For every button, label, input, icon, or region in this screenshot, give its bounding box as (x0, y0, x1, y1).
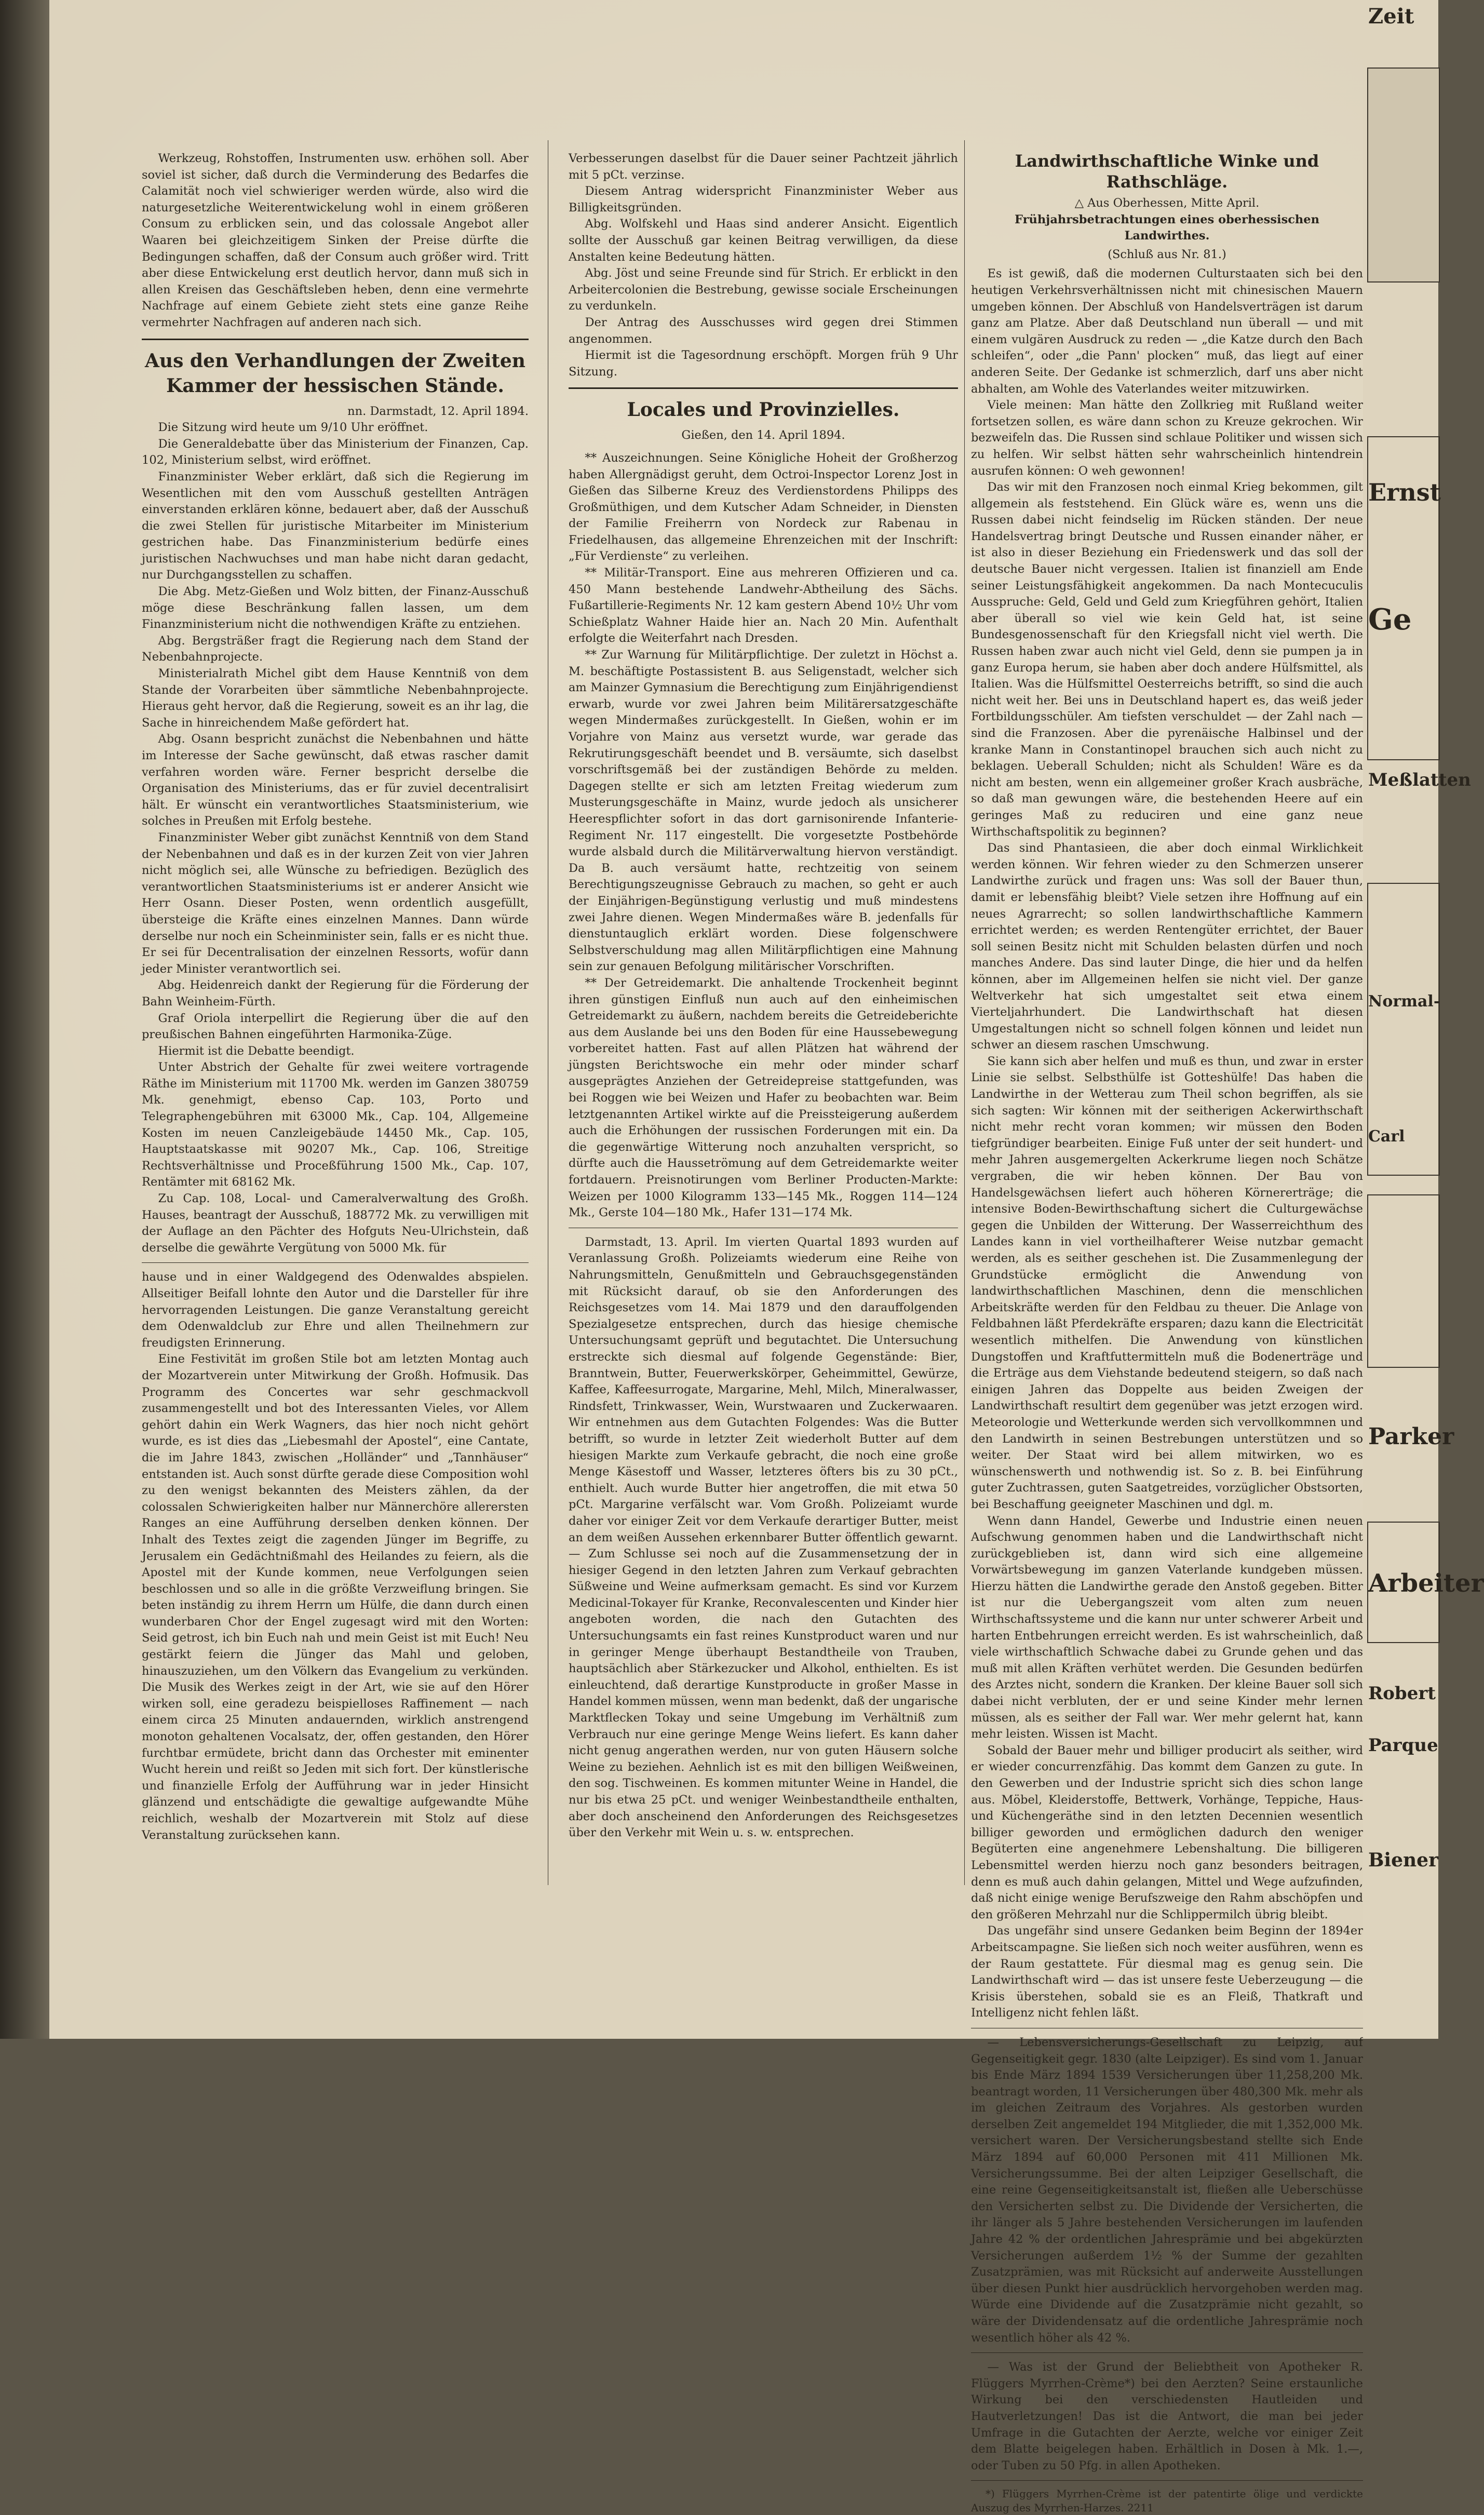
intro-paragraph: Werkzeug, Rohstoffen, Instrumenten usw. erhöhen soll. Aber soviel ist sicher, daß durch die Verminderung des Bedarfes die Calamität noch viel schwieriger werden würde, also wird die naturgesetzliche Weiterentwickelung wohl in einem größeren Consum zu erblicken sein, und das colossale Angebot aller Waaren bei gleichzeitigem Sinken der Preise dürfte die Bedingungen schaffen, daß der Consum auch größer wird. Tritt aber diese Entwickelung erst deutlich hervor, dann muß sich in allen Kreisen das Geschäftsleben heben, denn eine vermehrte Nachfrage auf einem Gebiete zieht stets eine ganze Reihe vermehrter Nachfragen auf anderen nach sich. (142, 152, 529, 329)
landtag-para: Unter Abstrich der Gehalte für zwei weitere vortragende Räthe im Ministerium mit 11700 Mk. werden im Ganzen 380759 Mk. genehmigt, ebenso Cap. 103, Porto und Telegraphengebühren mit 63000 Mk., Cap. 104, Allgemeine Kosten im neuen Canzleigebäude 14450 Mk., Cap. 105, Hauptstaatskasse mit 90207 Mk., Cap. 106, Streitige Rechtsverhältnisse und Proceßführung 1500 Mk., Cap. 107, Rentämter mit 68162 Mk. (142, 1060, 529, 1189)
landwirthschaft-heading: Landwirthschaftliche Winke und Rathschläge. (1015, 151, 1319, 192)
landtag-para: Finanzminister Weber gibt zunächst Kenntniß von dem Stand der Nebenbahnen und daß es in der kurzen Zeit von vier Jahren nicht möglich sei, alle Wünsche zu befriedigen. Bezüglich des verantwortlichen Staatsministeriums ist er anderer Ansicht wie Herr Osann. Dieser Posten, wenn ordentlich ausgefüllt, übersteige die Kräfte eines einzelnen Mannes. Dann würde derselbe nur noch ein Scheinminister sein, falls er es nicht thue. Er sei für Decentralisation der einzelnen Ressorts, wofür dann jeder Minister verantwortlich sei. (142, 830, 529, 976)
landtag-continued: Abg. Jöst und seine Freunde sind für Strich. Er erblickt in den Arbeitercolonien die Bestrebung, gewisse sociale Erscheinungen zu verdunkeln. (569, 266, 958, 313)
landtag-para: Die Generaldebatte über das Ministerium der Finanzen, Cap. 102, Ministerium selbst, wird eröffnet. (142, 437, 529, 467)
ad-fragment: Ge (1368, 602, 1412, 637)
ad-fragment: Zeit (1368, 4, 1414, 29)
ad-box (1367, 68, 1440, 283)
landtag-para: Finanzminister Weber erklärt, daß sich die Regierung im Wesentlichen mit den vom Ausschuß gestellten Anträgen einverstanden erklären könne, bedauert aber, daß der Ausschuß die zwei Stellen für juristische Mitarbeiter im Ministerium gestrichen habe. Das Finanzministerium bedürfe eines juristischen Nachwuchses und man habe nicht daran gedacht, nur Durchgangsstellen zu schaffen. (142, 469, 529, 582)
ad-fragment: Parker (1368, 1423, 1454, 1450)
advertisement-strip (1363, 0, 1484, 2039)
ad-fragment: Arbeiter (1368, 1569, 1484, 1598)
ad-fragment: Meßlatten (1368, 770, 1471, 790)
landtag-dateline: nn. Darmstadt, 12. April 1894. (347, 404, 529, 418)
landtag-para: Abg. Osann bespricht zunächst die Nebenbahnen und hätte im Interesse der Sache gewünscht, daß etwas rascher damit verfahren worden wäre. Ferner bespricht derselbe die Organisation des Ministeriums, das er für zuviel decentralisirt hält. Er wünscht ein verantwortliches Staatsministerium, wie solches in Preußen mit Erfolg bestehe. (142, 732, 529, 828)
footnote: *) Flüggers Myrrhen-Crème ist der patentirte ölige und verdickte Auszug des Myrrhen-Harzes. 2211 (971, 2487, 1363, 2514)
landtag-para: Abg. Heidenreich dankt der Regierung für die Förderung der Bahn Weinheim-Fürth. (142, 978, 529, 1008)
landtag-para: Graf Oriola interpellirt die Regierung über die auf den preußischen Bahnen eingeführten Harmonika-Züge. (142, 1011, 529, 1042)
section-rule (569, 387, 958, 389)
landtag-heading: Aus den Verhandlungen der Zweiten Kammer der hessischen Stände. (145, 349, 525, 397)
column-3 (971, 151, 1363, 2515)
landwirthschaft-subtitle: Frühjahrsbetrachtungen eines oberhessischen Landwirthes. (1015, 212, 1319, 243)
newspaper-page (49, 0, 1363, 2514)
ad-fragment: Normal- (1368, 992, 1440, 1011)
ad-fragment: Parque (1368, 1735, 1438, 1756)
landwirthschaft-dateline: △ Aus Oberhessen, Mitte April. (1074, 196, 1260, 210)
footnote-code: 2211 (1127, 2501, 1154, 2514)
section-rule (142, 339, 529, 340)
column-rule-2 (964, 140, 965, 1885)
landwirthschaft-para: Das ungefähr sind unsere Gedanken beim Beginn der 1894er Arbeitscampagne. Sie ließen sich noch weiter ausführen, wenn es der Raum gestattete. Für diesmal mag es genug sein. Die Landwirthschaft wird — das ist unsere feste Ueberzeugung — die Krisis überstehen, sobald sie es an Fleiß, Thatkraft und Intelligenz nicht fehlen läßt. (971, 1924, 1363, 2020)
landwirthschaft-para: Das wir mit den Franzosen noch einmal Krieg bekommen, gilt allgemein als feststehend. Ein Glück wäre es, wenn uns die Russen dabei nicht feindselig im Rücken ständen. Der neue Handelsvertrag bringt Deutsche und Russen einander näher, er ist also in dieser Beziehung ein Friedenswerk und das soll der deutsche Bauer nicht vergessen. Italien ist finanziell am Ende seiner Leistungsfähigkeit angekommen. Da nach Montecuculis Ausspruche: Geld, Geld und Geld zum Kriegführen gehört, Italien aber überall so viel wie kein Geld hat, ist seine Bundesgenossenschaft für den Kriegsfall nicht viel werth. Die Russen haben zwar auch nicht viel Geld, denn sie pumpen ja in ganz Europa herum, sie haben aber doch andere Hülfsmittel, als Italien. Was die Hülfsmittel Oesterreichs betrifft, so sind die auch nicht weit her. Bei uns in Deutschland hapert es, das weiß jeder Fortbildungsschüler. Am tiefsten verschuldet — der Zahl nach — sind die Franzosen. Aber die pyrenäische Halbinsel und der kranke Mann in Constantinopel brauchen sich auch nicht zu beklagen. Ueberall Schulden; nicht als Schulden! Wäre es da nicht am besten, wenn ein allgemeiner großer Krach ausbräche, so daß man gewungen wäre, die bestehenden Heere auf ein geringes Maß zu reduciren und eine ganz neue Wirthschaftspolitik zu beginnen? (971, 480, 1363, 839)
landtag-para: Die Abg. Metz-Gießen und Wolz bitten, der Finanz-Ausschuß möge diese Beschränkung fallen lassen, um dem Finanzministerium nicht die nothwendigen Kräfte zu entziehen. (142, 585, 529, 631)
lower-para: Eine Festivität im großen Stile bot am letzten Montag auch der Mozartverein unter Mitwirkung der Großh. Hofmusik. Das Programm des Concertes war sehr geschmackvoll zusammengestellt und bot des Interessanten Vieles, vor Allem gehört dahin ein Werk Wagners, das hier noch nicht gehört wurde, es ist dies das „Liebesmahl der Apostel“, eine Cantate, die im Jahre 1843, zwischen „Holländer“ und „Tannhäuser“ entstanden ist. Auch sonst dürfte gerade diese Composition wohl zu den wenigst bekannten des Meisters zählen, da der colossalen Schwierigkeiten halber nur Männerchöre allerersten Ranges an eine Aufführung derselben denken können. Der Inhalt des Textes zeigt die zagenden Jünger im Begriffe, zu Jerusalem ein Gedächtnißmahl des Heilandes zu feiern, als die Apostel mit der Kunde kommen, neue Verfolgungen seien beschlossen und so alle in die größte Verzweiflung bringen. Sie beten inständig zu ihrem Herrn um Hülfe, die dann durch einen wunderbaren Chor der Engel zugesagt wird mit den Worten: Seid getrost, ich bin Euch nah und mein Geist ist mit Euch! Neu gestärkt feiern die Jünger das Mahl und geloben, hinauszuziehen, um den Völkern das Evangelium zu verkünden. Die Musik des Werkes zeigt in der Art, wie sie auf den Hörer wirken soll, eine geradezu beispielloses Raffinement — nach einem circa 25 Minuten andauernden, wirklich anstrengend monoton gehaltenen Vocalsatz, der, offen gestanden, den Hörer furchtbar ermüdete, bricht dann das Orchester mit eminenter Wucht herein und reißt so Jeden mit sich fort. Der künstlerische und finanzielle Erfolg der Aufführung war in jeder Hinsicht glänzend und entschädigte die gewaltige aufgewandte Mühe reichlich, weshalb der Mozartverein mit Stolz auf diese Veranstaltung zurücksehen kann. (142, 1352, 529, 1842)
landwirthschaft-para: Das sind Phantasieen, die aber doch einmal Wirklichkeit werden können. Wir fehren wieder zu den Schmerzen unserer Landwirthe zurück und fragen uns: Was soll der Bauer thun, damit er lebensfähig bleibt? Viele setzen ihre Hoffnung auf ein neues Agrarrecht; so sollen landwirthschaftliche Kammern errichtet werden; es werden Rentengüter errichtet, der Bauer soll seinen Besitz nicht mit Schulden belasten dürfen und noch manches Andere. Das sind lauter Dinge, die hier und da helfen können, aber im Allgemeinen helfen sie nicht viel. Der ganze Weltverkehr hat sich umgestaltet seit etwa einem Vierteljahrhundert. Die Landwirthschaft hat diesen Umgestaltungen nicht so schnell folgen können und leidet nun schwer an diesem raschen Umschwung. (971, 841, 1363, 1052)
landwirthschaft-para: Sobald der Bauer mehr und billiger producirt als seither, wird er wieder concurrenzfähig. Das kommt dem Ganzen zu gute. In den Gewerben und der Industrie spricht sich dies schon lange aus. Möbel, Kleiderstoffe, Bettwerk, Vorhänge, Teppiche, Haus- und Küchengeräthe sind in den letzten Decennien wesentlich billiger geworden und ermöglichen dadurch den weniger Begüterten eine angenehmere Lebenshaltung. Die billigeren Lebensmittel werden hierzu noch ganz besonders beitragen, denn es muß auch dahin gelangen, Mittel und Wege aufzufinden, daß nicht einige wenige Berufszweige den Rahm abschöpfen und den größeren Mehrzahl nur die Schlippermilch übrig bleibt. (971, 1743, 1363, 1921)
locales-para: ** Zur Warnung für Militärpflichtige. Der zuletzt in Höchst a. M. beschäftigte Postassistent B. aus Seligenstadt, welcher sich am Mainzer Gymnasium die Berechtigung zum Einjährigendienst erwarb, wurde vor zwei Jahren beim Militärersatzgeschäfte wegen Mindermaßes zurückgestellt. In Gießen, wohin er im Vorjahre von Mainz aus versetzt wurde, war gerade das Rekrutirungsgeschäft beendet und B. versäumte, sich daselbst vorschriftsgemäß bei der zuständigen Behörde zu melden. Dagegen stellte er sich am letzten Freitag wiederum zum Musterungsgeschäfte in Mainz, wurde jedoch als unsicherer Heerespflichter sofort in das dort garnisonirende Infanterie-Regiment Nr. 117 eingestellt. Die vorgesetzte Postbehörde wurde alsbald durch die Militärverwaltung hiervon verständigt. Da B. auch versäumt hatte, rechtzeitig von seinem Berechtigungszeugnisse Gebrauch zu machen, so geht er auch der Einjährigen-Begünstigung verlustig und muß mindestens zwei Jahre dienen. Wegen Mindermaßes wäre B. jedenfalls für dienstuntauglich erklärt worden. Diese folgenschwere Selbstverschuldung mag allen Militärpflichtigen eine Mahnung sein zur genauen Befolgung militärischer Vorschriften. (569, 648, 958, 974)
ad-fragment: Robert (1368, 1683, 1436, 1704)
ad-fragment: Biener (1368, 1849, 1439, 1871)
ad-box (1367, 1194, 1440, 1368)
landtag-continued: Der Antrag des Ausschusses wird gegen drei Stimmen angenommen. (569, 315, 958, 346)
locales-heading: Locales und Provinzielles. (627, 399, 900, 421)
landwirthschaft-para: Sie kann sich aber helfen und muß es thun, und zwar in erster Linie sie selbst. Selbsthülfe ist Gotteshülfe! Das haben die Landwirthe in der Wetterau zum Theil schon begriffen, als sie sich sagten: Wir können mit der seitherigen Ackerwirthschaft nicht mehr recht voran kommen; wir müssen den Boden tiefgründiger bearbeiten. Einige Fuß unter der seit hundert- und mehr Jahren ausgemergelten Ackerkrume liegen noch Schätze vergraben, die wir heben können. Der Bau von Handelsgewächsen liefert auch höheren Körnererträge; die intensive Boden-Bewirthschaftung sichert die Culturgewächse gegen die Unbilden der Witterung. Der Wasserreichthum des Landes kann in viel vortheilhafterer Weise nutzbar gemacht werden, als es seither geschehen ist. Die Zusammenlegung der Grundstücke ermöglicht die Anwendung von landwirthschaftlichen Maschinen, denn die menschlichen Arbeitskräfte werden für den Feldbau zu theuer. Die Anlage von Feldbahnen läßt Pferdekräfte ersparen; dazu kann die Electricität wesentlich mithelfen. Die Anwendung von künstlichen Dungstoffen und Kraftfuttermitteln muß die Bodenerträge und die Erträge aus dem Viehstande bedeutend steigern, so daß nach einigen Jahren das Doppelte aus beiden Zweigen der Landwirthschaft resultirt dem gegenüber was jetzt erzogen wird. Meteorologie und Wetterkunde werden sich vervollkommnen und den Landwirth in seinen Bestrebungen unterstützen und so weiter. Der Staat wird bei allem mitwirken, wo es wünschenswerth und nothwendig ist. So z. B. bei Einführung guter Zuchtrassen, guten Saatgetreides, vorzüglicher Obstsorten, bei Beschaffung geeigneter Maschinen und dgl. m. (971, 1054, 1363, 1511)
landtag-para: Ministerialrath Michel gibt dem Hause Kenntniß von dem Stande der Vorarbeiten über sämmtliche Nebenbahnprojecte. Hieraus geht hervor, daß die Regierung, soweit es an ihr lag, die Sache in hinreichendem Maße gefördert hat. (142, 667, 529, 730)
landwirthschaft-para: Wenn dann Handel, Gewerbe und Industrie einen neuen Aufschwung genommen haben und die Landwirthschaft nicht zurückgeblieben ist, dann wird sich eine allgemeine Vorwärtsbewegung im ganzen Vaterlande kundgeben müssen. Hierzu hätten die Landwirthe gerade den Anstoß gegeben. Bitter ist nur die Uebergangszeit vom alten zum neuen Wirthschaftssysteme und die kann nur unter schwerer Arbeit und harten Entbehrungen erreicht werden. Es ist wahrscheinlich, daß viele wirthschaftlich Schwache dabei zu Grunde gehen und das muß mit allen Kräften verhütet werden. Die Gesunden bedürfen des Arztes nicht, sondern die Kranken. Der kleine Bauer soll sich dabei nicht verbluten, der er und seine Kinder mehr lernen müssen, als es seither der Fall war. Wer mehr gelernt hat, kann mehr leisten. Wissen ist Macht. (971, 1514, 1363, 1741)
locales-para: ** Der Getreidemarkt. Die anhaltende Trockenheit beginnt ihren günstigen Einfluß nun auch auf den einheimischen Getreidemarkt zu äußern, nachdem bereits die Getreideberichte aus dem Auslande bei uns den Boden für eine Haussebewegung vorbereitet hatten. Fast auf allen Plätzen hat während der jüngsten Berichtswoche ein mehr oder minder scharf ausgeprägtes Anziehen der Getreidepreise stattgefunden, was bei Roggen wie bei Weizen und Hafer zu beobachten war. Beim letztgenannten Artikel wirkte auf die Preissteigerung außerdem auch die Erhöhungen der russischen Forderungen mit ein. Da die gegenwärtige Witterung noch anzuhalten verspricht, so dürfte auch die Haussetrömung auf dem Getreidemarkte weiter fortdauern. Preisnotirungen vom Berliner Producten-Markte: Weizen per 1000 Kilogramm 133—145 Mk., Roggen 114—124 Mk., Gerste 104—180 Mk., Hafer 131—174 Mk. (569, 976, 958, 1220)
continued-note: (Schluß aus Nr. 81.) (1108, 247, 1226, 261)
column-2 (569, 151, 958, 1841)
lower-para: hause und in einer Waldgegend des Odenwaldes abspielen. Allseitiger Beifall lohnte den Autor und die Darsteller für ihre hervorragenden Leistungen. Die ganze Veranstaltung gereicht dem Odenwaldclub zur Ehre und allen Theilnehmern zur freudigsten Erinnerung. (142, 1270, 529, 1350)
darmstadt-report: Darmstadt, 13. April. Im vierten Quartal 1893 wurden auf Veranlassung Großh. Polizeiamts wiederum eine Reihe von Nahrungsmitteln, Genußmitteln und Gebrauchsgegenständen mit Rücksicht darauf, ob sie den Anforderungen des Reichsgesetzes vom 14. Mai 1879 und den darauffolgenden Spezialgesetze entsprechen, durch das hiesige chemische Untersuchungsamt geprüft und begutachtet. Die Untersuchung erstreckte sich diesmal auf folgende Gegenstände: Bier, Branntwein, Butter, Feuerwerkskörper, Geheimmittel, Gewürze, Kaffee, Kaffeesurrogate, Margarine, Mehl, Milch, Mineralwasser, Rindsfett, Trinkwasser, Wein, Wurstwaaren und Zuckerwaaren. Wir entnehmen aus dem Gutachten Folgendes: Was die Butter betrifft, so wurde in letzter Zeit wiederholt Butter auf dem hiesigen Markte zum Verkaufe gebracht, die noch eine große Menge Käsestoff und Wasser, letzteres öfters bis zu 30 pCt., enthielt. Auch wurde Butter hier angetroffen, die mit etwa 50 pCt. Margarine verfälscht war. Vom Großh. Polizeiamt wurde daher vor einiger Zeit vor dem Verkaufe derartiger Butter, meist an dem weißen Aussehen erkennbarer Butter öffentlich gewarnt. — Zum Schlusse sei noch auf die Zusammensetzung der in hiesiger Gegend in den letzten Jahren zum Verkauf gebrachten Süßweine und Weine aufmerksam gemacht. Es sind vor Kurzem Medicinal-Tokayer für Kranke, Reconvalescenten und Kinder hier angeboten worden, die nach den Gutachten des Untersuchungsamts ein fast reines Kunstproduct waren und nur in geringer Menge überhaupt Bestandtheile von Trauben, hauptsächlich aber Stärkezucker und Alkohol, enthielten. Es ist einleuchtend, daß derartige Kunstproducte in großer Masse in Handel kommen müssen, wenn man bedenkt, daß der ungarische Marktflecken Tokay und seine Umgebung im Verhältniß zum Verbrauch nur eine geringe Menge Weins liefert. Es kann daher nicht genug angerathen werden, nur von guten Häusern solche Weine zu beziehen. Aehnlich ist es mit den billigen Weißweinen, den sog. Tischweinen. Es kommen mitunter Weine in Handel, die nur bis etwa 25 pCt. und weniger Weinbestandtheile enthalten, aber doch anscheinend den Anforderungen des Reichsgesetzes über den Verkehr mit Wein u. s. w. entsprechen. (569, 1235, 958, 1840)
landtag-para: Abg. Bergsträßer fragt die Regierung nach dem Stand der Nebenbahnprojecte. (142, 634, 529, 664)
ad-fragment: Carl (1368, 1127, 1405, 1146)
ad-fragment: Ernst (1368, 478, 1441, 506)
book-gutter (0, 0, 49, 2039)
myrrhen-notice: — Was ist der Grund der Beliebtheit von Apotheker R. Flüggers Myrrhen-Crème*) bei den Aerzten? Seine erstaunliche Wirkung bei den verschiedensten Hautleiden und Hautverletzungen! Das ist die Antwort, die man bei jeder Umfrage in die Gutachten der Aerzte, welche vor einiger Zeit dem Blatte beigelegen haben. Erhältlich in Dosen à Mk. 1.—, oder Tuben zu 50 Pfg. in allen Apotheken. (971, 2360, 1363, 2472)
column-1 (142, 151, 529, 1844)
locales-para: ** Auszeichnungen. Seine Königliche Hoheit der Großherzog haben Allergnädigst geruht, dem Octroi-Inspector Lorenz Jost in Gießen das Silberne Kreuz des Verdienstordens Philipps des Großmüthigen, und dem Kutscher Adam Schneider, in Diensten der Familie Freiherrn von Nordeck zur Rabenau in Friedelhausen, das allgemeine Ehrenzeichen mit der Inschrift: „Für Verdienste“ zu verleihen. (569, 451, 958, 563)
landtag-para: Hiermit ist die Debatte beendigt. (158, 1044, 355, 1058)
footnote-rule (971, 2480, 1363, 2481)
landtag-continued: Diesem Antrag widerspricht Finanzminister Weber aus Billigkeitsgründen. (569, 184, 958, 214)
landwirthschaft-para: Viele meinen: Man hätte den Zollkrieg mit Rußland weiter fortsetzen sollen, es wäre dann schon zu Kreuze gekrochen. Wir bezweifeln das. Die Russen sind schlaue Politiker und wissen sich zu helfen. Wir selbst hätten sehr wahrscheinlich hintendrein ausrufen können: O weh gewonnen! (971, 398, 1363, 478)
insurance-notice: — Lebensversicherungs-Gesellschaft zu Leipzig, auf Gegenseitigkeit gegr. 1830 (alte Leipziger). Es sind vom 1. Januar bis Ende März 1894 1539 Versicherungen über 11,258,200 Mk. beantragt worden, 11 Versicherungen über 480,300 Mk. mehr als im gleichen Zeitraum des Vorjahres. Als gestorben wurden derselben Zeit angemeldet 194 Mitglieder, die mit 1,352,000 Mk. versichert waren. Der Versicherungsbestand stellte sich Ende März 1894 auf 60,000 Personen mit 411 Millionen Mk. Versicherungssumme. Bei der alten Leipziger Gesellschaft, die eine reine Gegenseitigkeitsanstalt ist, fließen alle Ueberschüsse den Versicherten selbst zu. Die Dividende der Versicherten, die ihr länger als 5 Jahre bestehenden Versicherungen im laufenden Jahre 42 % der ordentlichen Jahresprämie und bei abgekürzten Versicherungen außerdem 1½ % der Summe der gezahlten Zusatzprämien, was mit Rücksicht auf anderweite Ausstellungen über diesen Punkt hier ausdrücklich hervorgehoben werden mag. Würde eine Dividende auf die Zusatzprämie nicht gezahlt, so wäre der Dividendensatz auf die ordentliche Jahresprämie noch wesentlich höher als 42 %. (971, 2035, 1363, 2345)
landtag-para: Zu Cap. 108, Local- und Cameralverwaltung des Großh. Hauses, beantragt der Ausschuß, 188772 Mk. zu verwilligen mit der Auflage an den Pächter des Hofguts Neu-Ulrichstein, daß derselbe die gewährte Vergütung von 5000 Mk. für (142, 1192, 529, 1255)
notice-rule (971, 2352, 1363, 2353)
landtag-continued: Verbesserungen daselbst für die Dauer seiner Pachtzeit jährlich mit 5 pCt. verzinse. (569, 152, 958, 182)
landtag-continued: Abg. Wolfskehl und Haas sind anderer Ansicht. Eigentlich sollte der Ausschuß gar keinen Beitrag verwilligen, da diese Anstalten keine Bedeutung hätten. (569, 217, 958, 264)
landtag-continued: Hiermit ist die Tagesordnung erschöpft. Morgen früh 9 Uhr Sitzung. (569, 348, 958, 379)
fold-rule (142, 1262, 529, 1263)
locales-dateline: Gießen, den 14. April 1894. (681, 428, 845, 442)
landtag-para: Die Sitzung wird heute um 9/10 Uhr eröffnet. (158, 421, 428, 435)
locales-para: ** Militär-Transport. Eine aus mehreren Offizieren und ca. 450 Mann bestehende Landwehr-Abtheilung des Sächs. Fußartillerie-Regiments Nr. 12 kam gestern Abend 10½ Uhr vom Schießplatz Wahner Haide hier an. Nach 20 Min. Aufenthalt erfolgte die Weiterfahrt nach Dresden. (569, 566, 958, 645)
landwirthschaft-para: Es ist gewiß, daß die modernen Culturstaaten sich bei den heutigen Verkehrsverhältnissen nicht mit chinesischen Mauern umgeben können. Der Abschluß von Handelsverträgen ist darum ganz am Platze. Aber daß Deutschland nun überall — und mit einem vulgären Ausdruck zu reden — „die Katze durch den Bach schleifen“, oder „die Pann' plocken“ muß, das liegt auf einer anderen Seite. Der Gedanke ist schmerzlich, darf uns aber nicht abhalten, am Wohle des Vaterlandes weiter mitzuwirken. (971, 267, 1363, 396)
